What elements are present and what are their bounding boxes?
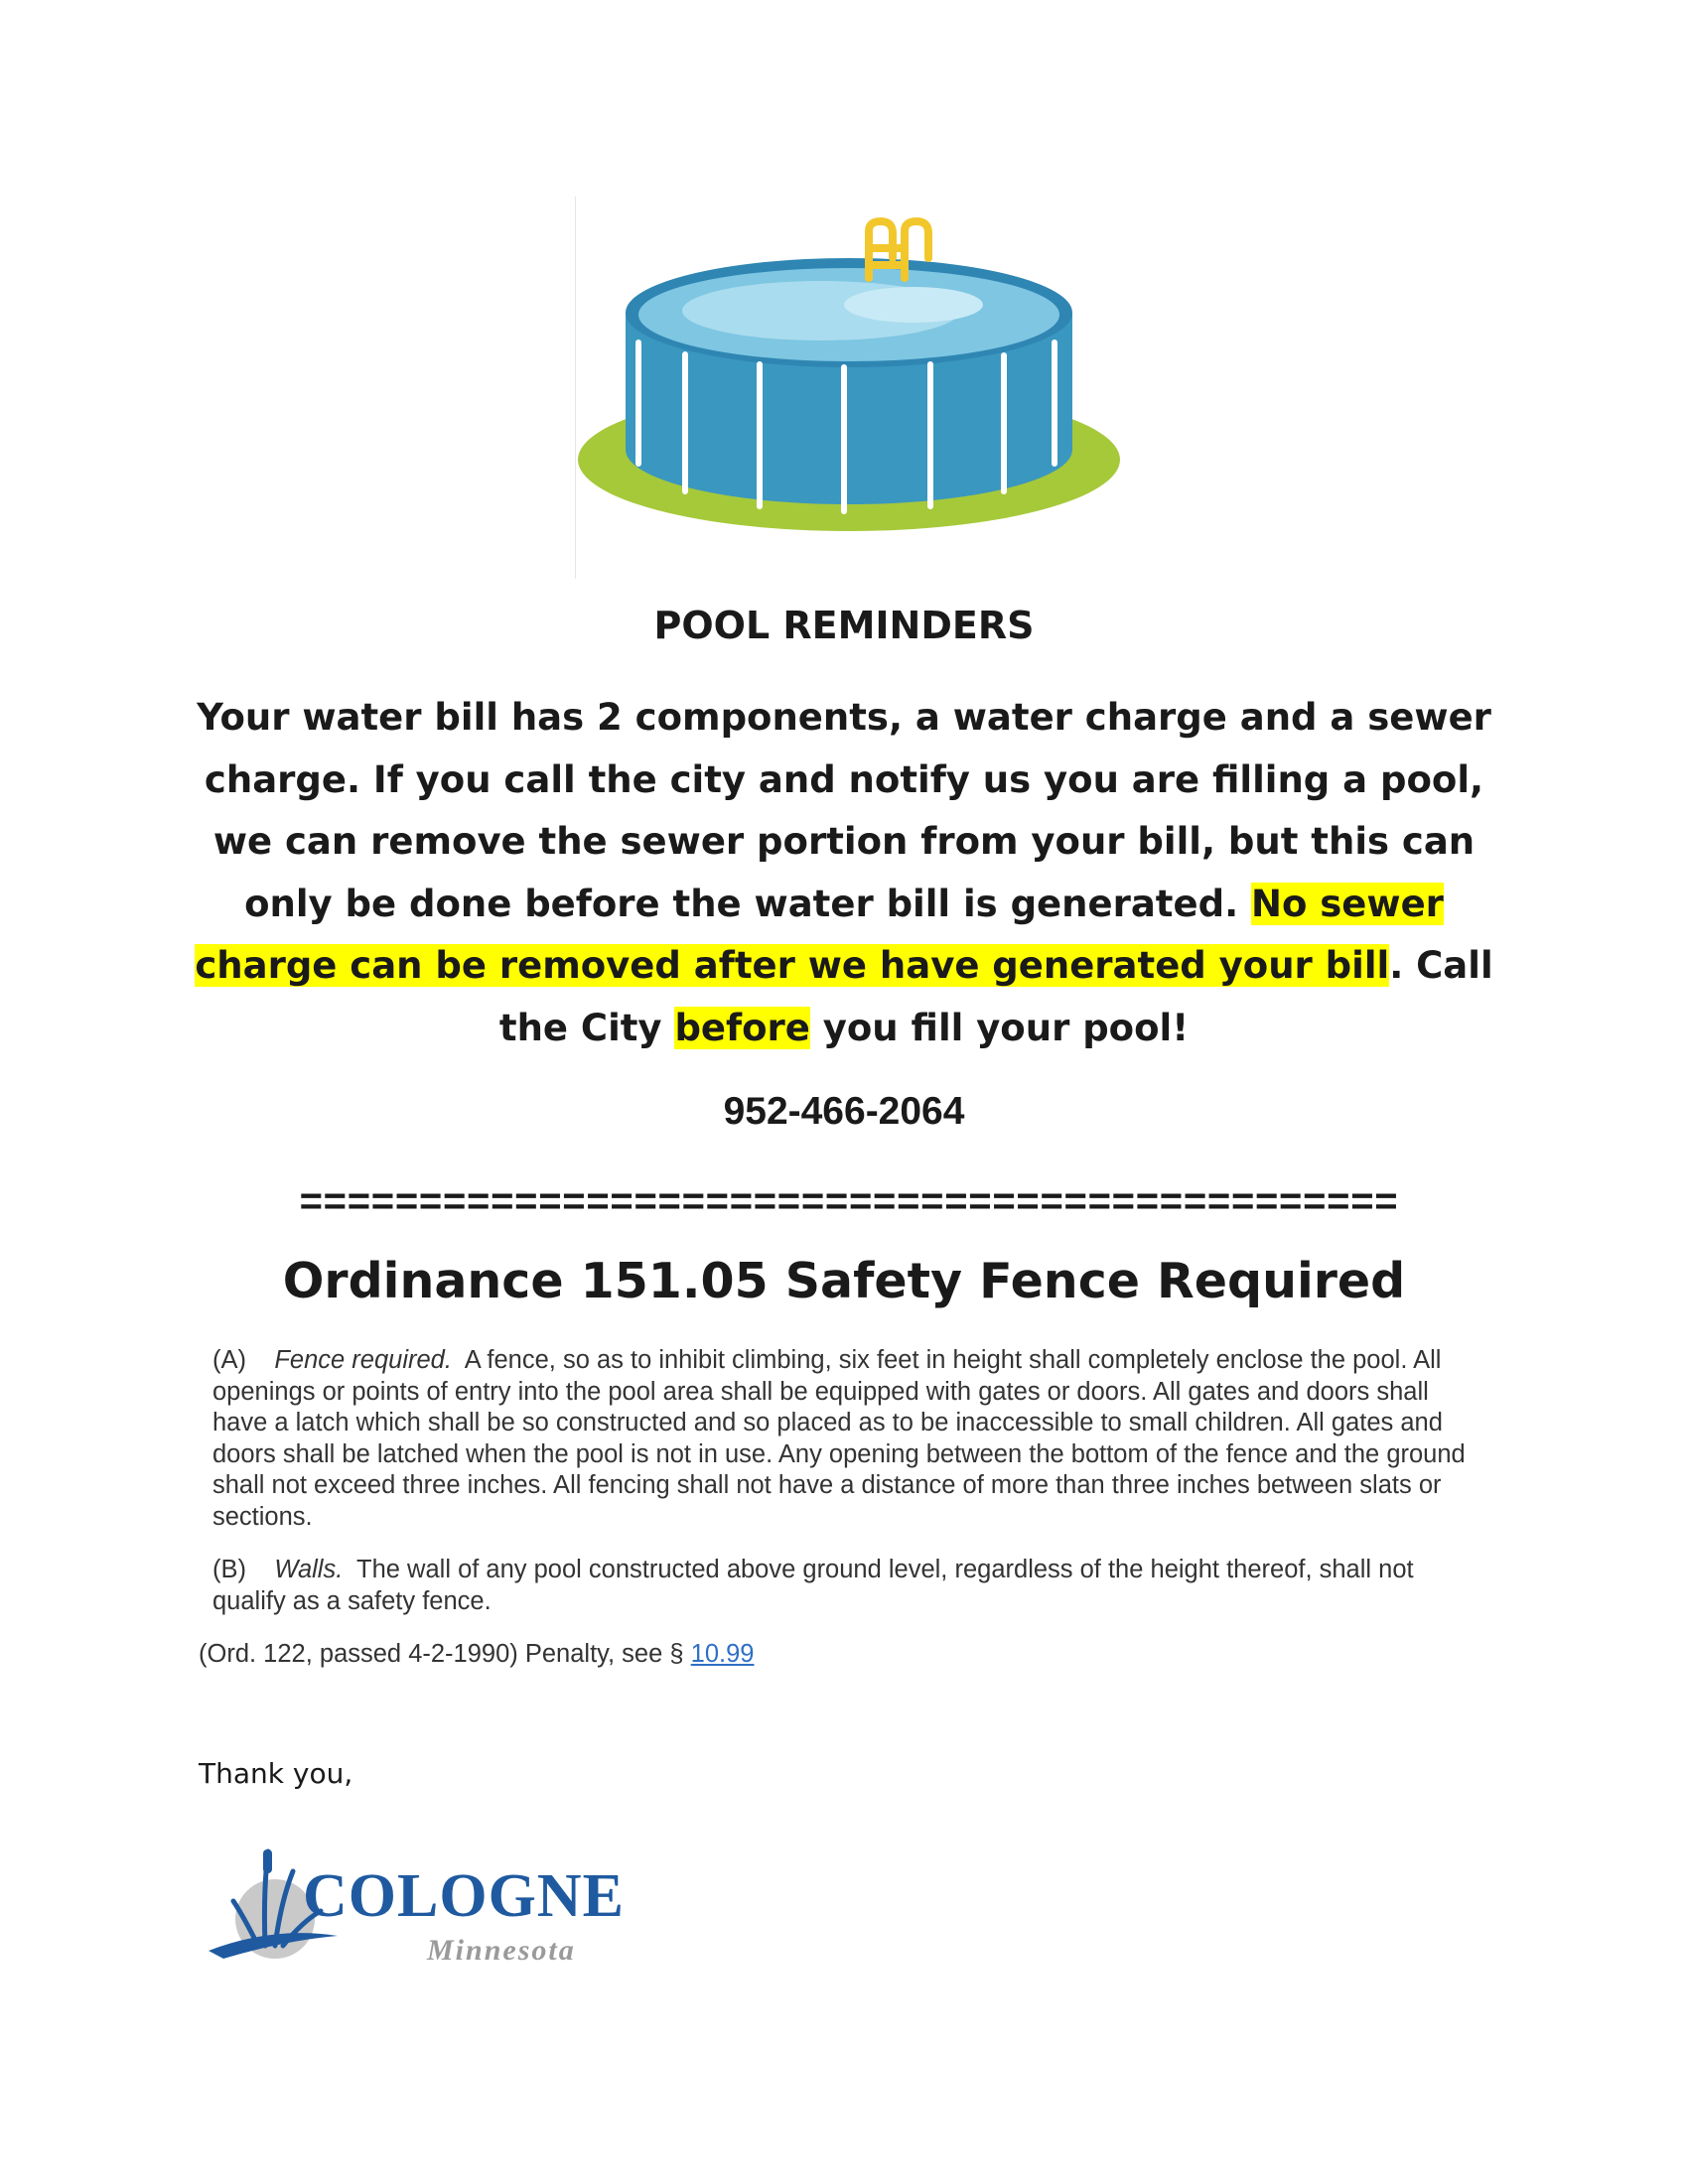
section-a-heading: Fence required.: [274, 1346, 452, 1374]
ordinance-section-a: [199, 1345, 1489, 1533]
ordinance-title: Ordinance 151.05 Safety Fence Required: [282, 1253, 1406, 1309]
penalty-link[interactable]: 10.99: [690, 1640, 755, 1668]
intro-text-1: Your water bill has 2 components, a water charge and a sewer charge. If you call the city and notify us you are filling a pool, we can remove the sewer portion from your bill, but this can only be done before the water bill is generated.: [197, 696, 1491, 925]
logo-state: Minnesota: [427, 1934, 576, 1967]
ordinance-citation: [199, 1639, 1489, 1671]
ordinance-section-b: [199, 1555, 1489, 1617]
closing-text: Thank you,: [199, 1757, 353, 1790]
phone-number: 952-466-2064: [723, 1090, 965, 1133]
intro-text-3: you fill your pool!: [809, 1006, 1190, 1049]
pool-illustration: [571, 194, 1127, 581]
section-b-heading: Walls.: [274, 1556, 344, 1583]
intro-text-2: . Call the City: [498, 944, 1493, 1049]
water-bill-notice: [194, 687, 1494, 1059]
ordinance-body: [199, 1345, 1489, 1693]
logo-wordmark: COLOGNE: [303, 1862, 625, 1930]
pool-icon: [571, 194, 1127, 581]
section-a-text: A fence, so as to inhibit climbing, six feet in height shall completely enclose the pool. All openings or points of entry into the pool area shall be equipped with gates or doors. All gates and doors shall have a latch which shall be so constructed and so placed as to be inaccessible to small children. All gates and doors shall be latched when the pool is not in use. Any opening between the bottom of the fence and the ground shall not exceed three inches. All fencing shall not have a distance of more than three inches between slats or sections.: [212, 1346, 1466, 1531]
section-a-label: (A): [212, 1346, 246, 1374]
page-title: POOL REMINDERS: [653, 604, 1035, 647]
separator-line: ==============================================: [299, 1179, 1399, 1223]
citation-text: (Ord. 122, passed 4-2-1990) Penalty, see §: [199, 1640, 684, 1668]
highlight-before: before: [674, 1006, 810, 1049]
highlight-sewer-warning: No sewer charge can be removed after we have generated your bill: [195, 882, 1444, 987]
section-b-text: The wall of any pool constructed above ground level, regardless of the height thereof, shall not qualify as a safety fence.: [212, 1556, 1414, 1615]
cologne-logo: [204, 1842, 631, 1980]
section-b-label: (B): [212, 1556, 246, 1583]
